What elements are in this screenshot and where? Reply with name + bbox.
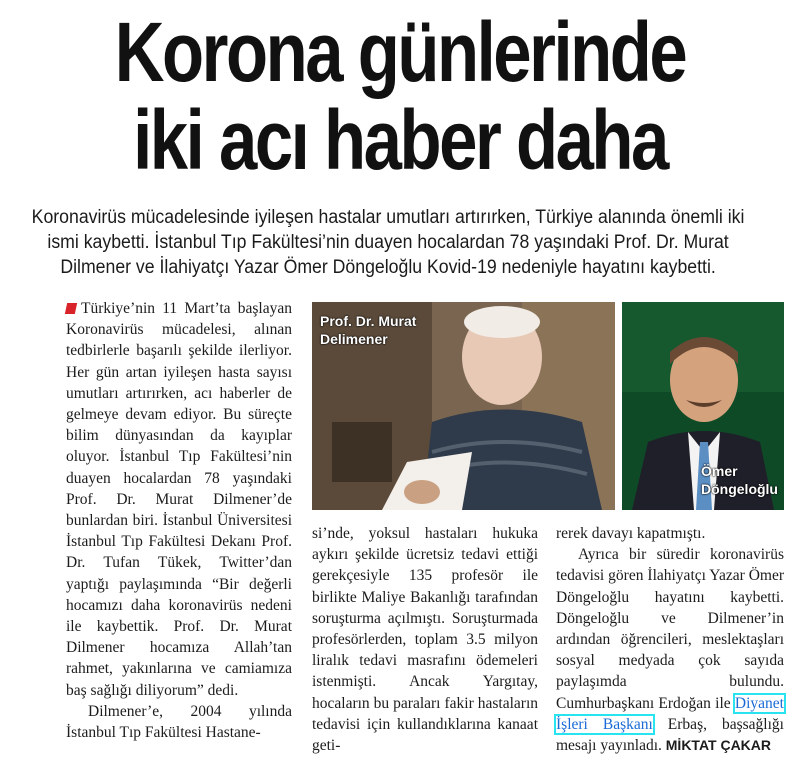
headline-line-2: iki acı haber daha bbox=[133, 93, 667, 187]
photo-caption bbox=[320, 312, 416, 348]
paragraph bbox=[66, 298, 292, 701]
caption-line: Ömer bbox=[701, 463, 738, 479]
headline bbox=[72, 5, 728, 187]
highlighted-text: Diyanet bbox=[734, 694, 784, 712]
article-column-1 bbox=[66, 298, 292, 743]
paragraph-text: Türkiye’nin 11 Mart’ta başlayan Koronavirüs mücadelesi, alınan tedbirlerle başarılı şekilde ilerliyor. Her gün artan iyileşen hasta sayısı umutları artırırken, acı haberler de gelmeye devam ediyor. Bu süreçte bilim dünyasından da kayıplar oluyor. İstanbul Tıp Fakültesi’nin duayen hocalardan 78 yaşındaki Prof. Dr. Murat Dilmener’de bunlardan biri. İstanbul Üniversitesi İstanbul Tıp Fakültesi Dekanı Prof. Dr. Tufan Tükek, Twitter’dan yaptığı paylaşımında “Bir değerli hocamızı daha koronavirüs nedeni ile kaybettik. Prof. Dr. Murat Dilmener hocamıza Allah’tan rahmet, yakınlarına ve camiamıza baş sağlığı diliyorum” dedi. bbox=[66, 300, 292, 699]
photo-omer-dongeloglu bbox=[622, 302, 784, 510]
caption-line: Döngeloğlu bbox=[701, 481, 778, 497]
caption-line: Delimener bbox=[320, 331, 388, 347]
highlighted-text: İşleri Başkanı bbox=[556, 715, 653, 733]
article-column-2 bbox=[312, 523, 538, 756]
lead-paragraph: Koronavirüs mücadelesinde iyileşen hastalar umutları artırırken, Türkiye alanında önemli iki ismi kaybetti. İstanbul Tıp Fakültesi’nin duayen hocalardan 78 yaşındaki Prof. Dr. Murat Dilmener ve İlahiyatçı Yazar Ömer Döngeloğlu Kovid-19 nedeniyle hayatını kaybetti. bbox=[31, 207, 745, 278]
paragraph: Dilmener’e, 2004 yılında İstanbul Tıp Fakültesi Hastane- bbox=[66, 702, 292, 742]
byline: MİKTAT ÇAKAR bbox=[665, 737, 772, 754]
paragraph-text: Erbaş, başsağlığı mesajı yayınladı. bbox=[556, 715, 784, 755]
paragraph: si’nde, yoksul hastaları hukuka aykırı şekilde ücretsiz tedavi ettiği gerekçesiyle 135 profesör ile birlikte Maliye Bakanlığı tarafından soruşturma açılmıştı. Soruşturmada profesörlerden, toplam 3.5 milyon liralık tedavi masrafını ödemeleri istenmişti. Ancak Yargıtay, hocaların bu paraları fakir hastaların tedavisi için kullandıklarına kanaat geti- bbox=[312, 525, 538, 755]
photo-caption bbox=[701, 462, 778, 498]
bullet-square-icon bbox=[65, 303, 77, 314]
photo-murat-dilmener bbox=[312, 302, 615, 510]
caption-line: Prof. Dr. Murat bbox=[320, 313, 417, 329]
article-column-3 bbox=[556, 523, 784, 756]
paragraph bbox=[556, 544, 784, 756]
headline-line-1: Korona günlerinde bbox=[114, 5, 686, 99]
paragraph-text: Ayrıca bir süredir koronavirüs tedavisi gören İlahiyatçı Yazar Ömer Döngeloğlu hayatını kaybetti. Döngeloğlu ve Dilmener’in ardından öğrencileri, meslektaşları sosyal medyada çok sayıda paylaşımda bulundu. Cumhurbaşkanı Erdoğan ile bbox=[556, 546, 784, 712]
paragraph: rerek davayı kapatmıştı. bbox=[556, 525, 706, 542]
